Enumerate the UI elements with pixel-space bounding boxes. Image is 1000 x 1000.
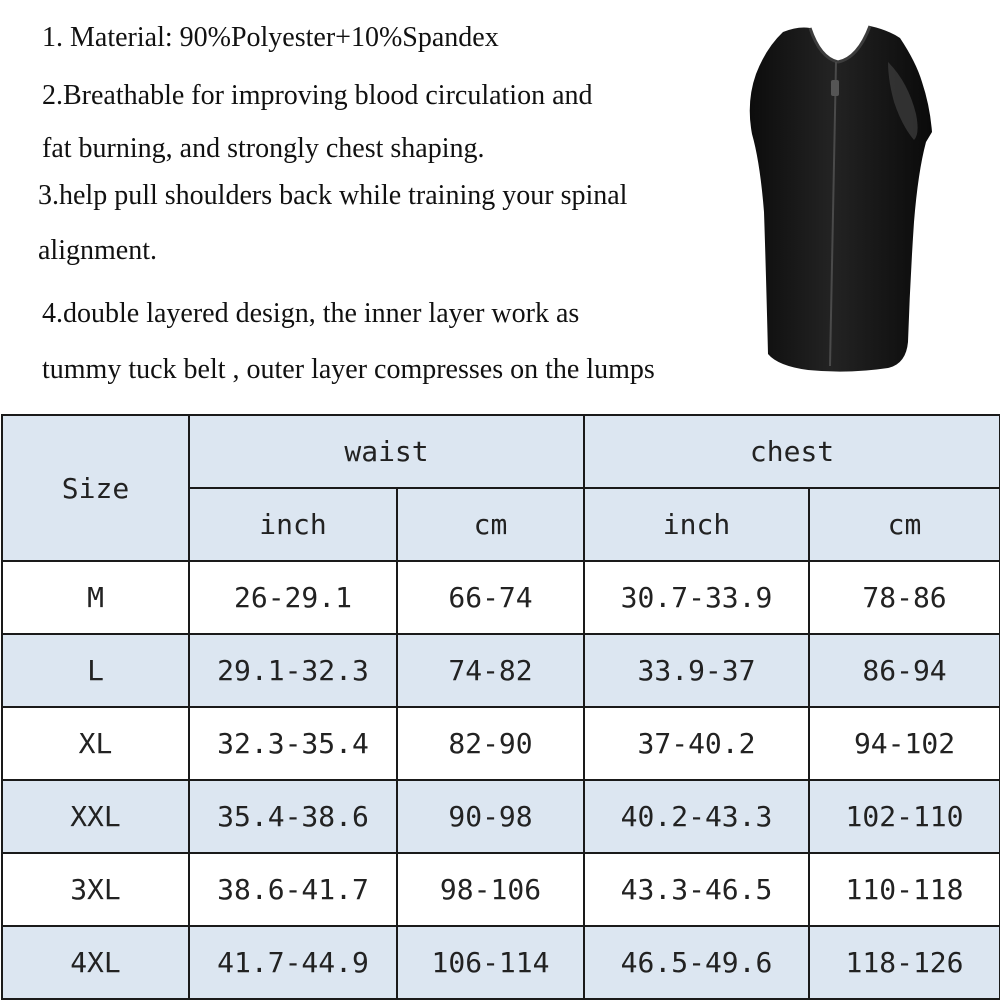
chest-inch-cell: 37-40.2 bbox=[584, 707, 809, 780]
waist-cm-cell: 98-106 bbox=[397, 853, 584, 926]
waist-inch-cell: 38.6-41.7 bbox=[189, 853, 397, 926]
waist-inch-header: inch bbox=[189, 488, 397, 561]
waist-cm-cell: 106-114 bbox=[397, 926, 584, 999]
table-row bbox=[2, 561, 1000, 634]
chest-cm-cell: 102-110 bbox=[809, 780, 1000, 853]
table-row bbox=[2, 780, 1000, 853]
feature-4-line-2: tummy tuck belt , outer layer compresses on the lumps bbox=[42, 354, 655, 385]
feature-3-line-1: 3.help pull shoulders back while training your spinal bbox=[38, 180, 628, 211]
waist-cm-header: cm bbox=[397, 488, 584, 561]
feature-1: 1. Material: 90%Polyester+10%Spandex bbox=[42, 22, 499, 53]
waist-header: waist bbox=[189, 415, 584, 488]
chest-header: chest bbox=[584, 415, 1000, 488]
table-row bbox=[2, 853, 1000, 926]
feature-3-line-2: alignment. bbox=[38, 235, 157, 266]
vest-illustration bbox=[738, 22, 950, 382]
chest-inch-cell: 40.2-43.3 bbox=[584, 780, 809, 853]
size-cell: M bbox=[2, 561, 189, 634]
size-cell: XL bbox=[2, 707, 189, 780]
waist-inch-cell: 35.4-38.6 bbox=[189, 780, 397, 853]
chest-cm-cell: 78-86 bbox=[809, 561, 1000, 634]
table-row bbox=[2, 634, 1000, 707]
waist-cm-cell: 82-90 bbox=[397, 707, 584, 780]
waist-cm-cell: 74-82 bbox=[397, 634, 584, 707]
waist-inch-cell: 32.3-35.4 bbox=[189, 707, 397, 780]
waist-inch-cell: 26-29.1 bbox=[189, 561, 397, 634]
vest-body bbox=[750, 26, 932, 372]
feature-2-line-1: 2.Breathable for improving blood circulation and bbox=[42, 80, 593, 111]
feature-2-line-2: fat burning, and strongly chest shaping. bbox=[42, 133, 485, 164]
table-row bbox=[2, 926, 1000, 999]
size-cell: XXL bbox=[2, 780, 189, 853]
table-row bbox=[2, 707, 1000, 780]
size-chart-table bbox=[1, 414, 1000, 1000]
size-cell: 4XL bbox=[2, 926, 189, 999]
chest-cm-cell: 118-126 bbox=[809, 926, 1000, 999]
waist-inch-cell: 41.7-44.9 bbox=[189, 926, 397, 999]
waist-cm-cell: 66-74 bbox=[397, 561, 584, 634]
size-cell: L bbox=[2, 634, 189, 707]
chest-inch-cell: 33.9-37 bbox=[584, 634, 809, 707]
header-row-groups bbox=[2, 415, 1000, 488]
chest-cm-cell: 110-118 bbox=[809, 853, 1000, 926]
chest-inch-cell: 43.3-46.5 bbox=[584, 853, 809, 926]
chest-inch-cell: 30.7-33.9 bbox=[584, 561, 809, 634]
vest-zipper-pull bbox=[831, 80, 839, 96]
feature-4-line-1: 4.double layered design, the inner layer work as bbox=[42, 298, 580, 329]
size-header: Size bbox=[2, 415, 189, 561]
vest-product-image bbox=[738, 22, 950, 382]
chest-inch-header: inch bbox=[584, 488, 809, 561]
chest-cm-cell: 94-102 bbox=[809, 707, 1000, 780]
chest-cm-cell: 86-94 bbox=[809, 634, 1000, 707]
waist-cm-cell: 90-98 bbox=[397, 780, 584, 853]
chest-cm-header: cm bbox=[809, 488, 1000, 561]
waist-inch-cell: 29.1-32.3 bbox=[189, 634, 397, 707]
size-cell: 3XL bbox=[2, 853, 189, 926]
chest-inch-cell: 46.5-49.6 bbox=[584, 926, 809, 999]
